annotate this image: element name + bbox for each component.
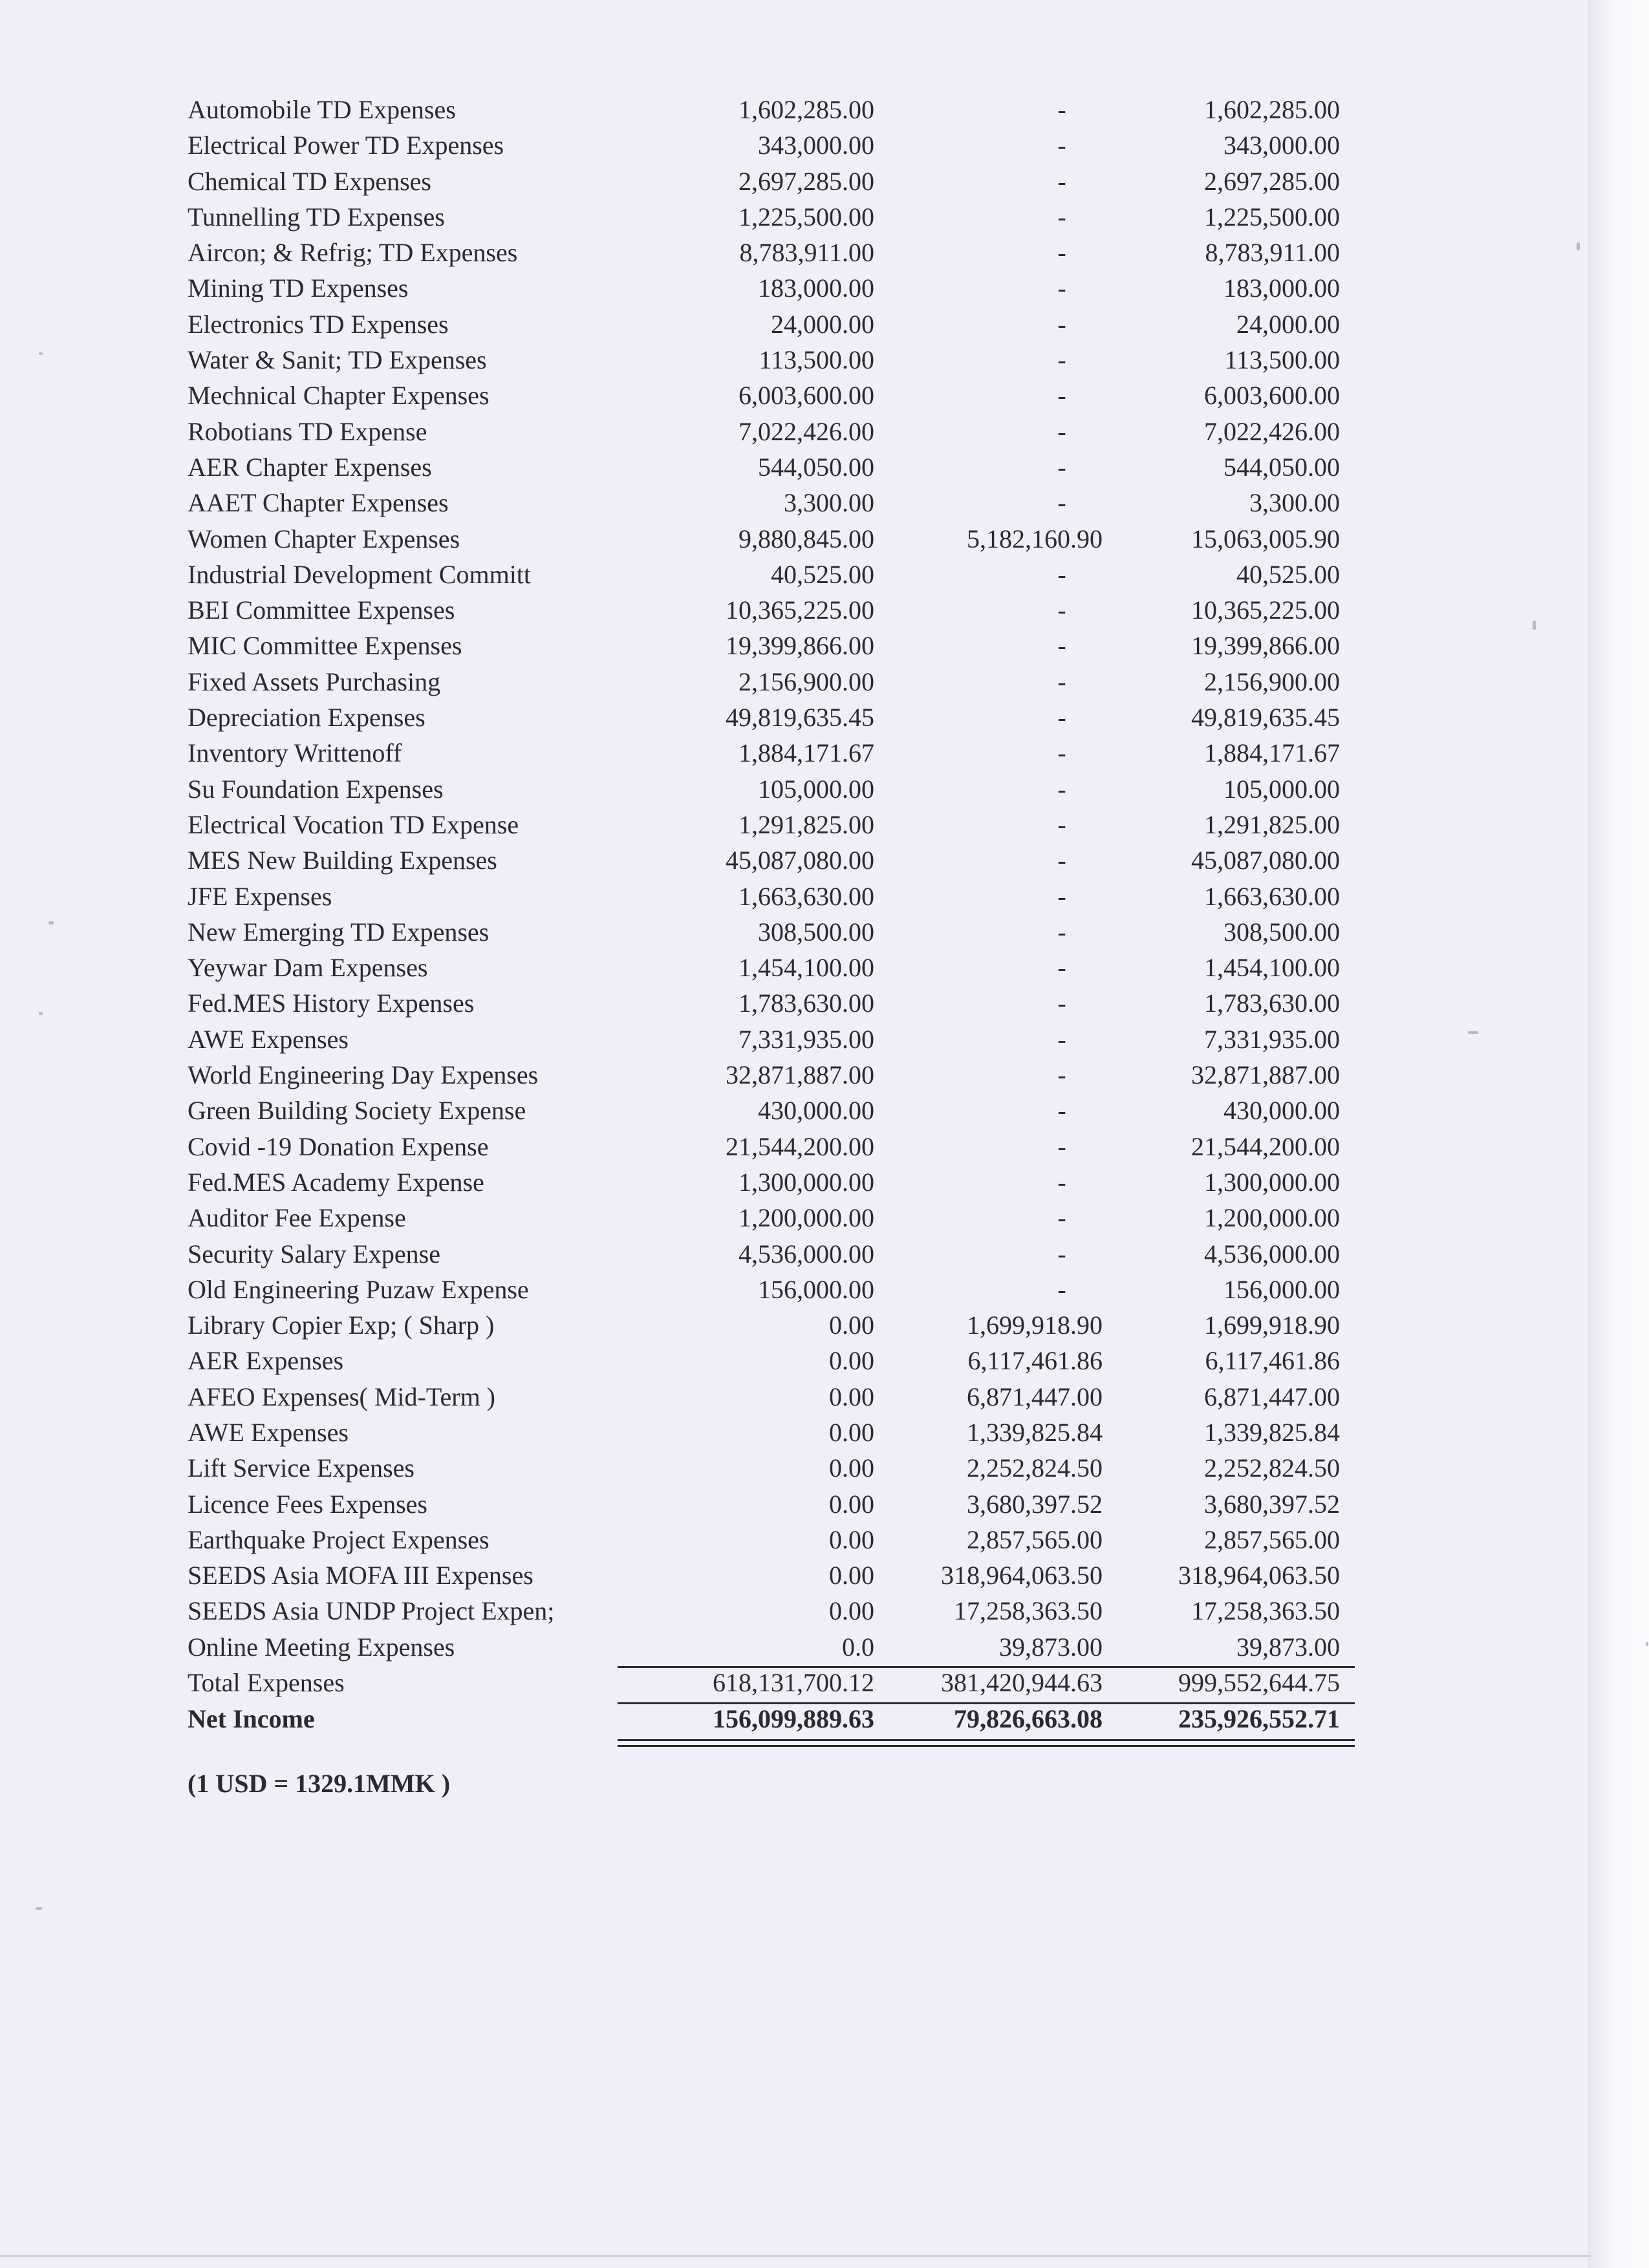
column-1-value: 9,880,845.00 — [738, 524, 874, 553]
row-label: World Engineering Day Expenses — [188, 1060, 539, 1090]
column-2-value: 39,873.00 — [999, 1632, 1103, 1662]
row-label: Tunnelling TD Expenses — [188, 202, 445, 231]
column-1-value: 183,000.00 — [758, 273, 874, 303]
column-1-value: 21,544,200.00 — [726, 1131, 874, 1161]
table-row — [188, 1522, 1358, 1557]
row-label: Inventory Writtenoff — [188, 738, 402, 768]
empty-value-dash: - — [1057, 1274, 1066, 1304]
row-label: New Emerging TD Expenses — [188, 917, 490, 947]
net-income-row — [188, 1700, 1358, 1738]
column-3-value: 1,339,825.84 — [1204, 1417, 1340, 1447]
column-3-value: 235,926,552.71 — [1178, 1704, 1340, 1734]
table-row — [188, 1093, 1358, 1128]
column-2-value: 6,117,461.86 — [967, 1346, 1103, 1376]
column-1-value: 544,050.00 — [758, 452, 874, 482]
total-expenses-row — [188, 1665, 1358, 1700]
row-label: Lift Service Expenses — [188, 1453, 415, 1483]
empty-value-dash: - — [1057, 809, 1066, 839]
table-row — [188, 127, 1358, 163]
column-1-value: 4,536,000.00 — [738, 1239, 874, 1268]
column-3-value: 4,536,000.00 — [1204, 1239, 1340, 1268]
row-label: Aircon; & Refrig; TD Expenses — [188, 238, 518, 268]
row-label: Electrical Power TD Expenses — [188, 131, 504, 160]
table-row — [188, 700, 1358, 735]
column-3-value: 2,252,824.50 — [1204, 1453, 1340, 1483]
column-1-value: 24,000.00 — [771, 309, 874, 339]
column-3-value: 39,873.00 — [1236, 1632, 1340, 1662]
column-1-value: 19,399,866.00 — [726, 631, 874, 661]
column-3-value: 113,500.00 — [1224, 345, 1340, 375]
row-label: MES New Building Expenses — [188, 846, 497, 875]
table-row — [188, 807, 1358, 842]
row-label: Covid -19 Donation Expense — [188, 1131, 489, 1161]
row-label: SEEDS Asia MOFA III Expenses — [188, 1561, 534, 1590]
table-row — [188, 92, 1358, 127]
scan-speck — [36, 1907, 42, 1910]
column-2-value: 318,964,063.50 — [941, 1561, 1103, 1590]
column-1-value: 0.00 — [829, 1346, 874, 1376]
empty-value-dash: - — [1057, 166, 1066, 196]
column-3-value: 2,857,565.00 — [1204, 1524, 1340, 1554]
row-label: Library Copier Exp; ( Sharp ) — [188, 1311, 495, 1340]
column-1-value: 1,225,500.00 — [738, 202, 874, 231]
row-label: AWE Expenses — [188, 1024, 349, 1054]
table-row — [188, 771, 1358, 807]
table-row — [188, 414, 1358, 449]
scan-speck — [39, 352, 43, 355]
column-1-value: 0.00 — [829, 1382, 874, 1411]
empty-value-dash: - — [1057, 559, 1066, 589]
empty-value-dash: - — [1057, 1024, 1066, 1054]
row-label: Green Building Society Expense — [188, 1096, 526, 1126]
row-label: Mechnical Chapter Expenses — [188, 381, 490, 411]
table-row — [188, 1415, 1358, 1450]
empty-value-dash: - — [1057, 95, 1066, 124]
empty-value-dash: - — [1057, 631, 1066, 661]
table-row — [188, 1450, 1358, 1486]
column-1-value: 3,300.00 — [784, 488, 874, 518]
column-2-value: 2,252,824.50 — [967, 1453, 1103, 1483]
column-1-value: 618,131,700.12 — [713, 1668, 874, 1698]
row-label: BEI Committee Expenses — [188, 595, 455, 625]
empty-value-dash: - — [1057, 131, 1066, 160]
column-3-value: 19,399,866.00 — [1191, 631, 1340, 661]
table-row — [188, 1200, 1358, 1236]
row-label: Yeywar Dam Expenses — [188, 953, 428, 983]
table-row — [188, 342, 1358, 378]
column-3-value: 21,544,200.00 — [1191, 1131, 1340, 1161]
row-label: Net Income — [188, 1704, 315, 1734]
table-row — [188, 879, 1358, 914]
column-1-value: 0.00 — [829, 1596, 874, 1626]
table-row — [188, 306, 1358, 342]
column-3-value: 1,699,918.90 — [1204, 1311, 1340, 1340]
row-label: AAET Chapter Expenses — [188, 488, 449, 518]
column-1-value: 0.00 — [829, 1489, 874, 1519]
column-1-value: 2,156,900.00 — [738, 667, 874, 696]
column-3-value: 1,884,171.67 — [1204, 738, 1340, 768]
column-2-value: 6,871,447.00 — [967, 1382, 1103, 1411]
scan-speck — [48, 921, 54, 925]
row-label: Licence Fees Expenses — [188, 1489, 427, 1519]
empty-value-dash: - — [1057, 595, 1066, 625]
empty-value-dash: - — [1057, 738, 1066, 768]
double-underline — [618, 1745, 1355, 1747]
empty-value-dash: - — [1057, 202, 1066, 231]
column-1-value: 0.00 — [829, 1417, 874, 1447]
scan-speck — [1577, 242, 1580, 250]
column-1-value: 49,819,635.45 — [726, 703, 874, 733]
empty-value-dash: - — [1057, 953, 1066, 983]
row-label: Total Expenses — [188, 1668, 345, 1698]
column-1-value: 156,099,889.63 — [713, 1704, 874, 1734]
column-1-value: 7,331,935.00 — [738, 1024, 874, 1054]
column-1-value: 1,454,100.00 — [738, 953, 874, 983]
column-3-value: 49,819,635.45 — [1191, 703, 1340, 733]
column-3-value: 1,783,630.00 — [1204, 989, 1340, 1018]
scan-speck — [39, 1012, 43, 1015]
table-row — [188, 557, 1358, 592]
column-1-value: 40,525.00 — [771, 559, 874, 589]
row-label: Security Salary Expense — [188, 1239, 440, 1268]
column-3-value: 40,525.00 — [1236, 559, 1340, 589]
row-label: Depreciation Expenses — [188, 703, 426, 733]
row-label: Fixed Assets Purchasing — [188, 667, 441, 696]
table-row — [188, 914, 1358, 950]
row-label: Online Meeting Expenses — [188, 1632, 455, 1662]
column-1-value: 0.00 — [829, 1561, 874, 1590]
column-3-value: 999,552,644.75 — [1178, 1668, 1340, 1698]
column-3-value: 1,225,500.00 — [1204, 202, 1340, 231]
table-row — [188, 378, 1358, 413]
column-3-value: 1,454,100.00 — [1204, 953, 1340, 983]
column-1-value: 45,087,080.00 — [726, 846, 874, 875]
column-3-value: 24,000.00 — [1236, 309, 1340, 339]
column-2-value: 381,420,944.63 — [941, 1668, 1103, 1698]
column-3-value: 10,365,225.00 — [1191, 595, 1340, 625]
column-3-value: 183,000.00 — [1223, 273, 1340, 303]
column-1-value: 156,000.00 — [758, 1274, 874, 1304]
row-label: Water & Sanit; TD Expenses — [188, 345, 487, 375]
empty-value-dash: - — [1057, 1060, 1066, 1090]
column-3-value: 17,258,363.50 — [1191, 1596, 1340, 1626]
column-1-value: 343,000.00 — [758, 131, 874, 160]
table-row — [188, 199, 1358, 235]
row-label: AER Chapter Expenses — [188, 452, 432, 482]
empty-value-dash: - — [1057, 667, 1066, 696]
row-label: Electronics TD Expenses — [188, 309, 449, 339]
column-1-value: 1,783,630.00 — [738, 989, 874, 1018]
column-1-value: 105,000.00 — [758, 774, 874, 804]
column-2-value: 1,339,825.84 — [967, 1417, 1103, 1447]
table-row — [188, 1593, 1358, 1629]
table-row — [188, 1272, 1358, 1307]
row-label: Electrical Vocation TD Expense — [188, 809, 519, 839]
empty-value-dash: - — [1057, 1239, 1066, 1268]
column-3-value: 544,050.00 — [1223, 452, 1340, 482]
column-1-value: 0.00 — [829, 1524, 874, 1554]
table-row — [188, 449, 1358, 485]
row-label: Old Engineering Puzaw Expense — [188, 1274, 529, 1304]
empty-value-dash: - — [1057, 452, 1066, 482]
page-edge — [1588, 0, 1649, 2268]
column-1-value: 1,200,000.00 — [738, 1203, 874, 1233]
column-3-value: 430,000.00 — [1223, 1096, 1340, 1126]
column-3-value: 32,871,887.00 — [1191, 1060, 1340, 1090]
table-row — [188, 735, 1358, 771]
table-row — [188, 1343, 1358, 1378]
column-1-value: 1,291,825.00 — [738, 809, 874, 839]
empty-value-dash: - — [1057, 1131, 1066, 1161]
column-3-value: 1,663,630.00 — [1204, 881, 1340, 911]
table-row — [188, 1236, 1358, 1272]
table-row — [188, 1022, 1358, 1057]
column-3-value: 1,602,285.00 — [1204, 95, 1340, 124]
empty-value-dash: - — [1057, 381, 1066, 411]
table-row — [188, 985, 1358, 1021]
empty-value-dash: - — [1057, 1096, 1066, 1126]
column-1-value: 113,500.00 — [759, 345, 874, 375]
column-1-value: 7,022,426.00 — [738, 416, 874, 446]
column-3-value: 6,003,600.00 — [1204, 381, 1340, 411]
column-2-value: 3,680,397.52 — [967, 1489, 1103, 1519]
empty-value-dash: - — [1057, 345, 1066, 375]
column-3-value: 105,000.00 — [1223, 774, 1340, 804]
column-2-value: 5,182,160.90 — [967, 524, 1103, 553]
row-label: Automobile TD Expenses — [188, 95, 456, 124]
column-3-value: 6,117,461.86 — [1205, 1346, 1340, 1376]
column-1-value: 1,663,630.00 — [738, 881, 874, 911]
column-3-value: 2,156,900.00 — [1204, 667, 1340, 696]
table-row — [188, 521, 1358, 557]
empty-value-dash: - — [1057, 989, 1066, 1018]
column-1-value: 1,602,285.00 — [738, 95, 874, 124]
column-1-value: 0.0 — [842, 1632, 874, 1662]
column-1-value: 1,884,171.67 — [738, 738, 874, 768]
table-row — [188, 164, 1358, 199]
column-1-value: 2,697,285.00 — [738, 166, 874, 196]
column-3-value: 1,291,825.00 — [1204, 809, 1340, 839]
column-2-value: 1,699,918.90 — [967, 1311, 1103, 1340]
column-3-value: 7,022,426.00 — [1204, 416, 1340, 446]
table-row — [188, 592, 1358, 628]
table-row — [188, 950, 1358, 985]
column-3-value: 1,200,000.00 — [1204, 1203, 1340, 1233]
column-3-value: 343,000.00 — [1223, 131, 1340, 160]
column-3-value: 156,000.00 — [1223, 1274, 1340, 1304]
row-label: Women Chapter Expenses — [188, 524, 460, 553]
table-row — [188, 270, 1358, 306]
empty-value-dash: - — [1057, 846, 1066, 875]
empty-value-dash: - — [1057, 238, 1066, 268]
row-label: AFEO Expenses( Mid-Term ) — [188, 1382, 495, 1411]
empty-value-dash: - — [1057, 774, 1066, 804]
table-row — [188, 1629, 1358, 1665]
row-label: SEEDS Asia UNDP Project Expen; — [188, 1596, 555, 1626]
scan-speck — [1646, 1642, 1648, 1646]
scan-speck — [1468, 1031, 1478, 1034]
table-row — [188, 1557, 1358, 1593]
row-label: JFE Expenses — [188, 881, 332, 911]
empty-value-dash: - — [1057, 1203, 1066, 1233]
table-row — [188, 1307, 1358, 1343]
row-label: Auditor Fee Expense — [188, 1203, 406, 1233]
column-3-value: 1,300,000.00 — [1204, 1167, 1340, 1197]
column-3-value: 15,063,005.90 — [1191, 524, 1340, 553]
column-3-value: 318,964,063.50 — [1178, 1561, 1340, 1590]
row-label: AWE Expenses — [188, 1417, 349, 1447]
column-1-value: 32,871,887.00 — [726, 1060, 874, 1090]
column-3-value: 3,300.00 — [1249, 488, 1340, 518]
row-label: AER Expenses — [188, 1346, 344, 1376]
column-1-value: 0.00 — [829, 1453, 874, 1483]
row-label: Mining TD Expenses — [188, 273, 409, 303]
double-underline — [618, 1739, 1355, 1741]
table-row — [188, 485, 1358, 520]
column-3-value: 6,871,447.00 — [1204, 1382, 1340, 1411]
table-row — [188, 1129, 1358, 1164]
expense-table — [188, 92, 1358, 1738]
table-row — [188, 235, 1358, 270]
column-1-value: 308,500.00 — [758, 917, 874, 947]
column-3-value: 7,331,935.00 — [1204, 1024, 1340, 1054]
row-label: Fed.MES History Expenses — [188, 989, 475, 1018]
table-row — [188, 1379, 1358, 1415]
column-2-value: 17,258,363.50 — [954, 1596, 1103, 1626]
column-1-value: 8,783,911.00 — [739, 238, 874, 268]
empty-value-dash: - — [1057, 1167, 1066, 1197]
column-3-value: 308,500.00 — [1223, 917, 1340, 947]
column-3-value: 3,680,397.52 — [1204, 1489, 1340, 1519]
column-1-value: 1,300,000.00 — [738, 1167, 874, 1197]
table-row — [188, 1486, 1358, 1522]
column-3-value: 45,087,080.00 — [1191, 846, 1340, 875]
table-row — [188, 1057, 1358, 1093]
column-2-value: 79,826,663.08 — [954, 1704, 1103, 1734]
column-1-value: 6,003,600.00 — [738, 381, 874, 411]
empty-value-dash: - — [1057, 416, 1066, 446]
column-2-value: 2,857,565.00 — [967, 1524, 1103, 1554]
table-row — [188, 628, 1358, 663]
row-label: MIC Committee Expenses — [188, 631, 462, 661]
row-label: Robotians TD Expense — [188, 416, 427, 446]
column-3-value: 8,783,911.00 — [1205, 238, 1340, 268]
scan-border — [0, 2255, 1591, 2257]
empty-value-dash: - — [1057, 703, 1066, 733]
table-row — [188, 1164, 1358, 1200]
scan-speck — [1533, 621, 1536, 630]
column-1-value: 10,365,225.00 — [726, 595, 874, 625]
column-1-value: 430,000.00 — [758, 1096, 874, 1126]
empty-value-dash: - — [1057, 273, 1066, 303]
row-label: Chemical TD Expenses — [188, 166, 431, 196]
column-1-value: 0.00 — [829, 1311, 874, 1340]
table-row — [188, 664, 1358, 700]
empty-value-dash: - — [1057, 881, 1066, 911]
row-label: Fed.MES Academy Expense — [188, 1167, 484, 1197]
exchange-rate-note: (1 USD = 1329.1MMK ) — [188, 1769, 451, 1798]
empty-value-dash: - — [1057, 309, 1066, 339]
row-label: Industrial Development Committ — [188, 559, 532, 589]
row-label: Earthquake Project Expenses — [188, 1524, 490, 1554]
column-3-value: 2,697,285.00 — [1204, 166, 1340, 196]
row-label: Su Foundation Expenses — [188, 774, 444, 804]
table-row — [188, 842, 1358, 878]
empty-value-dash: - — [1057, 917, 1066, 947]
empty-value-dash: - — [1057, 488, 1066, 518]
